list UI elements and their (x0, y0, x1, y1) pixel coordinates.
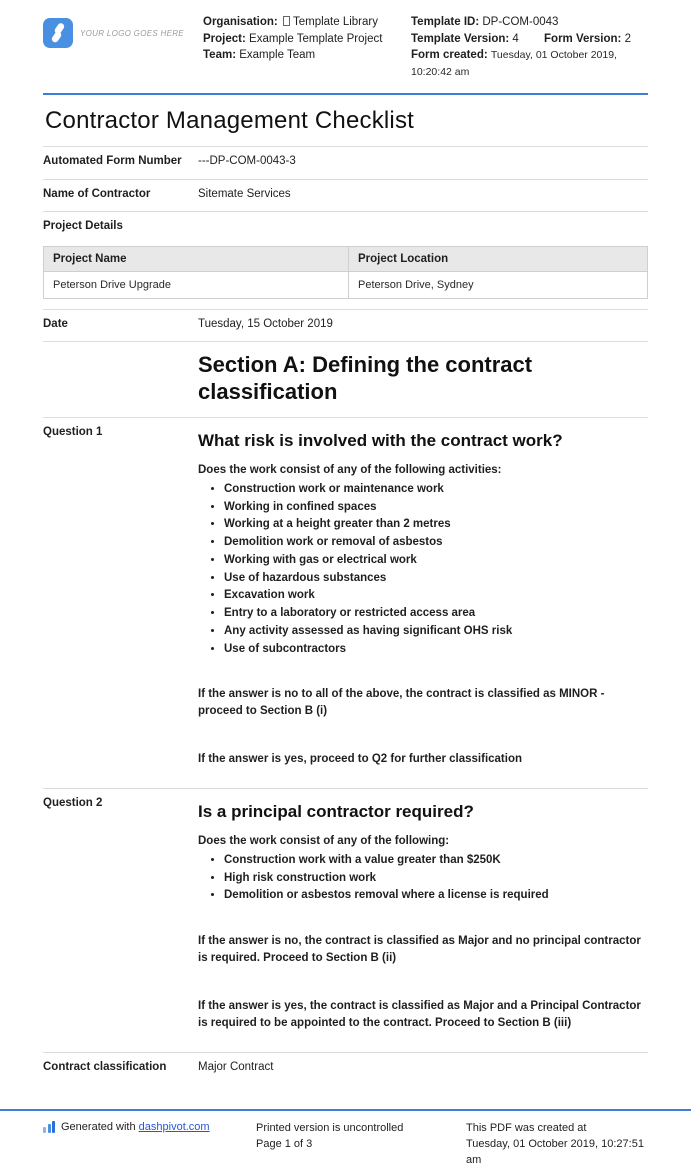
field-date (43, 309, 648, 342)
section-spacer (43, 352, 198, 405)
field-label: Project Details (43, 220, 123, 233)
team-label: Team: (203, 49, 237, 62)
question-1-label: Question 1 (43, 426, 103, 439)
organisation-value: Template Library (292, 16, 378, 28)
bullet-item: • Entry to a laboratory or restricted access area (224, 606, 648, 621)
question-2-note: If the answer is yes, the contract is classified as Major and a Principal Contractor is required to be appointed to the contract. Proceed to Section B (iii) (198, 999, 641, 1029)
field-label: Name of Contractor (43, 187, 151, 200)
bullet-item: • Excavation work (224, 588, 648, 603)
question-1-bullet-list (224, 482, 648, 656)
template-id-label: Template ID: (411, 16, 480, 28)
template-version-label: Template Version: (411, 32, 510, 45)
pdf-created-line1: This PDF was created at (466, 1121, 587, 1134)
bullet-item: • High risk construction work (224, 871, 648, 886)
column-header-project-name: Project Name (44, 246, 349, 271)
question-2-note: If the answer is no, the contract is classified as Major and no principal contractor is required. Proceed to Section B (ii) (198, 935, 641, 965)
field-name-of-contractor (43, 179, 648, 212)
template-id-line (411, 14, 648, 31)
form-version-label: Form Version: (544, 32, 622, 45)
question-1-heading: What risk is involved with the contract work? (198, 431, 563, 451)
question-1-intro: Does the work consist of any of the following activities: (198, 464, 502, 477)
team-line (203, 47, 411, 64)
template-version-value: 4 (512, 32, 519, 45)
field-label: Automated Form Number (43, 155, 182, 168)
generated-text (61, 1121, 210, 1133)
field-value: ---DP-COM-0043-3 (198, 155, 296, 168)
question-1-note: If the answer is no to all of the above, the contract is classified as MINOR - proceed to Section B (i) (198, 688, 605, 718)
versions-line (411, 31, 648, 48)
team-value: Example Team (239, 49, 316, 62)
project-details-table (43, 246, 648, 299)
form-created-value: Tuesday, 01 October 2019, 10:20:42 am (411, 49, 617, 79)
placeholder-glyph-icon (283, 16, 290, 26)
organisation-label: Organisation: (203, 16, 278, 28)
project-label: Project: (203, 32, 246, 45)
document-header (43, 0, 648, 93)
field-automated-form-number (43, 146, 648, 179)
field-contract-classification (43, 1052, 648, 1085)
field-project-details (43, 211, 648, 244)
form-created-label: Form created: (411, 49, 488, 62)
template-block (411, 14, 648, 81)
footer-printed (256, 1121, 466, 1168)
footer-generated (43, 1121, 256, 1168)
cell-project-name: Peterson Drive Upgrade (44, 271, 349, 298)
question-2-row (43, 788, 648, 1052)
question-1-row (43, 417, 648, 788)
cell-project-location: Peterson Drive, Sydney (349, 271, 648, 298)
question-2-bullet-list (224, 853, 648, 903)
table-row (44, 271, 648, 298)
bullet-item: • Use of subcontractors (224, 642, 648, 657)
field-label: Date (43, 317, 68, 330)
bullet-item: • Working with gas or electrical work (224, 553, 648, 568)
logo (43, 14, 203, 48)
question-2-heading: Is a principal contractor required? (198, 801, 474, 821)
form-version-value: 2 (624, 32, 631, 45)
bullet-item: • Demolition work or removal of asbestos (224, 535, 648, 550)
question-2-label: Question 2 (43, 796, 103, 809)
project-details-table-wrap (43, 244, 648, 309)
table-header-row (44, 246, 648, 271)
field-value: Tuesday, 15 October 2019 (198, 317, 333, 330)
generated-prefix: Generated with (61, 1120, 139, 1133)
document-footer (0, 1109, 691, 1168)
form-created-line (411, 47, 648, 80)
section-a-heading: Section A: Defining the contract classification (198, 352, 533, 404)
bullet-item: • Use of hazardous substances (224, 571, 648, 586)
bullet-item: • Construction work with a value greater than $250K (224, 853, 648, 868)
organisation-block (203, 14, 411, 64)
question-1-content (198, 426, 648, 768)
dashpivot-bars-icon (43, 1121, 55, 1133)
page-title: Contractor Management Checklist (45, 107, 415, 135)
field-value: Sitemate Services (198, 187, 291, 200)
bullet-item: • Working in confined spaces (224, 500, 648, 515)
company-logo-icon (43, 18, 73, 48)
field-label: Contract classification (43, 1061, 167, 1074)
project-line (203, 31, 411, 48)
question-2-content (198, 797, 648, 1032)
bullet-item: • Working at a height greater than 2 metres (224, 517, 648, 532)
bullet-item: • Construction work or maintenance work (224, 482, 648, 497)
template-id-value: DP-COM-0043 (482, 16, 559, 28)
logo-placeholder-text: YOUR LOGO GOES HERE (80, 28, 184, 38)
question-1-note: If the answer is yes, proceed to Q2 for further classification (198, 752, 523, 765)
bullet-item: • Any activity assessed as having significant OHS risk (224, 624, 648, 639)
project-value: Example Template Project (249, 32, 383, 45)
question-2-intro: Does the work consist of any of the following: (198, 834, 450, 847)
bullet-item: • Demolition or asbestos removal where a license is required (224, 888, 648, 903)
field-value: Major Contract (198, 1061, 274, 1074)
column-header-project-location: Project Location (349, 246, 648, 271)
printed-version-text: Printed version is uncontrolled (256, 1121, 404, 1134)
organisation-line (203, 14, 411, 31)
section-a-row (43, 341, 648, 417)
pdf-created-line2: Tuesday, 01 October 2019, 10:27:51 am (466, 1137, 644, 1166)
page-number-text: Page 1 of 3 (256, 1137, 313, 1150)
footer-created (466, 1121, 648, 1168)
dashpivot-link[interactable]: dashpivot.com (138, 1120, 210, 1133)
